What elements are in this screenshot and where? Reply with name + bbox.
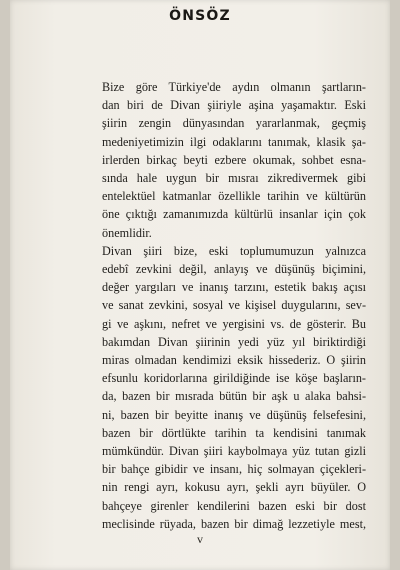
text-line: ni, bazen bir beyitte inanış ve düşünüş felsefesini, bbox=[102, 407, 366, 422]
text-line: öne çıktığı zamanımızda kültürlü insanlar için çok bbox=[102, 207, 366, 222]
text-line: nin rengi ayrı, kokusu ayrı, şekli ayrı büyüler. O bbox=[102, 480, 366, 495]
text-line: Bize göre Türkiye'de aydın olmanın şartların- bbox=[102, 80, 366, 94]
text-line: sında hale uygun bir mısraı zikredivermek gibi bbox=[102, 171, 366, 186]
text-line: ve sanat zevkini, sosyal ve kişisel duygularını, sev- bbox=[102, 298, 366, 313]
text-line: değer yargıları ve inanış tarzını, estetik bakış açısı bbox=[102, 280, 366, 295]
book-page bbox=[10, 0, 390, 570]
text-line: bahçeye girenler kendilerini bazen eski bir dost bbox=[102, 498, 366, 513]
text-line: entelektüel katmanlar özellikle tarihin ve kültürün bbox=[102, 189, 366, 204]
text-line: efsunlu koridorlarına girildiğinde ise köşe başların- bbox=[102, 371, 366, 386]
text-line: da, bazen bir mısrada bütün bir aşk u alaka bahsi- bbox=[102, 389, 366, 404]
text-line: irlerden birkaç beyti ezbere okumak, sohbet esna- bbox=[102, 152, 366, 167]
text-line: bazen bir dörtlükte tarihin ta kendisini tanımak bbox=[102, 425, 366, 440]
chapter-heading: ÖNSÖZ bbox=[169, 8, 231, 24]
paragraph-2 bbox=[88, 242, 366, 533]
body-text bbox=[88, 78, 366, 533]
text-line: bakımdan Divan şiirinin yedi yüz yıl biriktirdiği bbox=[102, 334, 366, 349]
page-number: v bbox=[197, 532, 203, 546]
text-line: şiirin zengin dünyasından yararlanmak, geçmiş bbox=[102, 116, 366, 131]
text-line: önemlidir. bbox=[102, 225, 152, 240]
paragraph-1 bbox=[88, 78, 366, 242]
text-line: mümkündür. Divan şiiri kaybolmaya yüz tutan gizli bbox=[102, 444, 366, 459]
text-line: medeniyetimizin ilgi odaklarını tanımak, klasik şa- bbox=[102, 134, 366, 149]
text-line: edebî zevkini değil, anlayış ve düşünüş biçimini, bbox=[102, 262, 366, 277]
text-line: miras olmadan kendimizi eksik hissederiz. O şiirin bbox=[102, 353, 366, 368]
text-line: gi ve aşkını, nefret ve yergisini vs. de gösterir. Bu bbox=[102, 316, 366, 331]
text-line: meclisinde rüyada, bazen bir dimağ lezzetiyle mest, bbox=[102, 516, 366, 531]
text-line: Divan şiiri bize, eski toplumumuzun yalnızca bbox=[102, 243, 366, 258]
text-line: dan biri de Divan şiiriyle aşina yaşamaktır. Eski bbox=[102, 98, 366, 113]
text-line: bir bahçe gibidir ve insanı, hiç solmayan çiçekleri- bbox=[102, 462, 366, 477]
